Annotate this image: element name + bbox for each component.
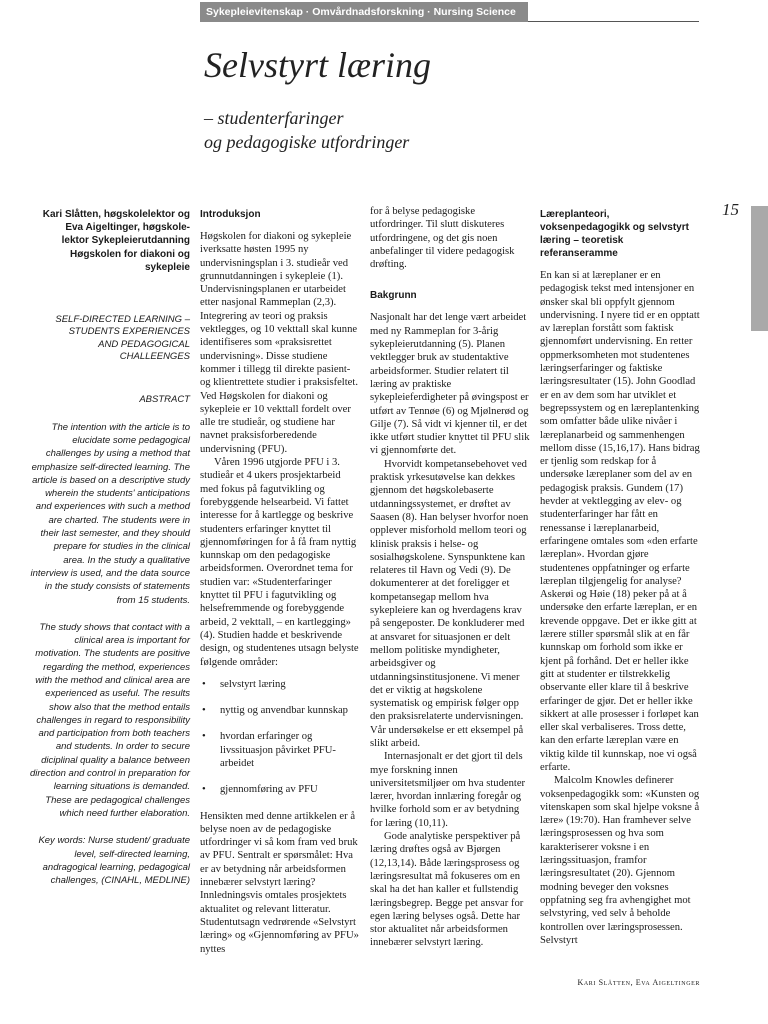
body-paragraph: Internasjonalt er det gjort til dels mye forskning innen universitetsmiljøer om hva studenter lærer, hvordan innlæring foregår og hvilke forhold som er av betydning for læring (10,11).: [370, 751, 526, 829]
english-title-line: AND PEDAGOGICAL: [98, 338, 190, 350]
journal-header: Sykepleievitenskap · Omvårdnadsforskning · Nursing Science: [200, 2, 528, 22]
body-paragraph: Nasjonalt har det lenge vært arbeidet med ny Rammeplan for 3-årig sykepleierutdanning (5). Planen vektlegger bruk av studentaktive arbeidsformer. Studier relatert til læring av praktiske sykepleieferdigheter på øvingspost er utført av Tennøe (6) og Mjølnerød og Gilje (7). Så vidt vi kjenner til, er det ikke utført studier knyttet til PFU slik vi gjennomførte det.: [370, 312, 530, 457]
english-title-line: SELF-DIRECTED LEARNING –: [55, 314, 190, 326]
page-number: 15: [722, 200, 739, 219]
body-paragraph: Våren 1996 utgjorde PFU i 3. studieår et 4 ukers prosjektarbeid med fokus på fagutvikling og forebyggende helsearbeid. Vi fattet interesse for å kartlegge og beskrive studenters erfaringer knyttet til gjennomføringen for å få fram nyttig kunnskap om den pedagogiske arbeidsformen. Overordnet tema for studien var: «Studenterfaringer knyttet til PFU i fagutvikling og helsefremmende og forebyggende arbeid, 2 vekttall, – en kartlegging» (4). Studien hadde et beskrivende design, og studentenes utsagn belyste følgende områder:: [200, 457, 359, 668]
abstract-label: ABSTRACT: [139, 393, 190, 405]
section-heading-introduksjon: Introduksjon: [200, 209, 261, 220]
author-line: Høgskolen for diakoni og: [69, 248, 190, 260]
body-paragraph: Hvorvidt kompetansebehovet ved praktisk yrkesutøvelse kan dekkes gjennom det høgskolebaserte utdanningssystemet, er drøftet av Saasen (8). Han belyser hvorfor noen opplever misforhold mellom teori og klinisk praksis i helse- og sosialhøgskolene. Synspunktene kan relateres til Havn og Vedi (9). De dokumenterer at det foreligger et kompetansegap mellom hva sykepleiere kan og hverdagens krav på sengeposter. De konkluderer med at ansvaret for situasjonen er delt mellom politiske myndigheter, arbeidsgiver og utdanningsinstitusjonene. Vi mener det er viktig at høgskolene systematisk og empirisk følger opp den praksisrelaterte undervisningen. Vår undersøkelse er ett eksempel på slikt arbeid.: [370, 458, 529, 749]
author-line: lektor Sykepleierutdanning: [61, 235, 190, 247]
body-column-1: [200, 208, 360, 956]
bullet-item: • selvstyrt læring: [200, 678, 360, 691]
body-paragraph: for å belyse pedagogiske utfordringer. Til slutt diskuteres utfordringene, og det gis noen anbefalinger til videre pedagogisk drøfting.: [370, 206, 515, 271]
abstract-paragraph: The intention with the article is to elucidate some pedagogical challenges by using a method that emphasize self-directed learning. The article is based on a descriptive study wherein the students' anticipations and experiences with such a method are charted. The students were in their last semester, and they should prepare for studies in the clinical area. In the study a qualitative interview is used, and the data source in the study consists of statements from 15 students.: [30, 421, 190, 606]
author-info: [30, 208, 190, 274]
page-footer-authors: Kari Slåtten, Eva Aigeltinger: [577, 978, 700, 987]
bullet-item: • nyttig og anvendbar kunnskap: [200, 704, 360, 717]
subtitle-line: og pedagogiske utfordringer: [204, 132, 410, 152]
section-heading-laereplanteori: Læreplanteori, voksenpedagogikk og selvstyrt læring – teoretisk referanseramme: [540, 209, 689, 259]
abstract-paragraph: The study shows that contact with a clinical area is important for motivation. The students are positive regarding the method, experiences with the method and clinical area are experienced as useful. The results show also that the method entails challenges in regard to responsibility and participation from both teachers and students. In order to secure diciplinal quality a balance between direction and control in preparation for learning situations is demanded. These are pedagogical challenges which need further elaboration.: [30, 621, 191, 819]
bullet-item: • hvordan erfaringer og livssituasjon påvirket PFU- arbeidet: [200, 730, 360, 770]
article-subtitle: [204, 106, 409, 154]
body-paragraph: Hensikten med denne artikkelen er å belyse noen av de pedagogiske utfordringer vi så kom fram ved bruk av PFU. Sentralt er spørsmålet: Hva er av betydning når arbeidsformen innebærer selvstyrt læring? Innledningsvis omtales prosjektets aktualitet og relevant litteratur. Studentutsagn vedrørende «Selvstyrt læring» og «Gjennomføring av PFU» nyttes: [200, 810, 359, 955]
english-title-line: CHALLEENGES: [119, 351, 190, 363]
body-paragraph: Malcolm Knowles definerer voksenpedagogikk som: «Kunsten og vitenskapen som skal hjelpe voksne å lære» (19:70). Han framhever selve læringsprosessen og hva som karakteriserer voksne i en læringssituasjon, framfor læringsresultatet (20). Gjennom modning beveger den voksnes oppfatning seg fra avhengighet mot selvstyring, ved selv å beholde kontrollen over læringsprosessen. Selvstyrt: [540, 775, 700, 946]
header-rule: [528, 21, 699, 22]
author-line: Eva Aigeltinger, høgskole-: [65, 222, 190, 234]
left-margin-column: [30, 208, 190, 887]
section-heading-bakgrunn: Bakgrunn: [370, 290, 417, 302]
section-tab: [751, 206, 768, 331]
article-title: Selvstyrt læring: [204, 45, 431, 85]
bullet-list: [200, 678, 360, 797]
subtitle-line: – studenterfaringer: [204, 108, 344, 128]
body-column-2: [370, 205, 530, 950]
author-line: sykepleie: [144, 261, 190, 273]
english-title: [30, 314, 190, 364]
body-column-3: [540, 208, 700, 947]
body-paragraph: Gode analytiske perspektiver på læring drøftes også av Bjørgen (12,13,14). Både læringsprosess og læringsresultat må fokuseres om en skal ha det han kaller et fullstendig læringsbegrep. Begge pet ansvar for egen læring belyses også. Dette har stor aktualitet når arbeidsformen innebærer selvstyrt læring.: [370, 831, 524, 949]
english-title-line: STUDENTS EXPERIENCES: [68, 326, 190, 338]
abstract-keywords: Key words: Nurse student/ graduate level, self-directed learning, andragogical learning, pedagogical challenges, (CINAHL, MEDLINE): [38, 835, 190, 887]
body-paragraph: En kan si at læreplaner er en pedagogisk tekst med intensjoner en ønsker skal bli oppfylt gjennom undervisning. I nyere tid er en opptatt av læreplan forstått som faktisk gjennomført undervisning. En retter oppmerksomheten mot studentenes læringserfaringer og faktiske læringsresultater (15). John Goodlad er en av dem som har utviklet et begrepssystem og en læreplantenking som omfatter både ulike nivåer i læreplanarbeid og sammenhengen mellom disse (15,16,17). Hans bidrag er tjenlig som redskap for å undersøke læreplaner som del av en pedagogisk praksis. Gundem (17) hevder at vektlegging av elev- og studenterfaringer har fått en renessanse i læreplanarbeid, erfaringene omtales som «den erfarte læreplan». Hvordan gjøre studentenes oppfatninger og erfarte læreplan tilgjengelig for analyse? Askerøi og Høie (18) peker på at å undersøke den erfarte læreplan, er en krevende oppgave. Det er ikke gitt at lærere stiller spørsmål slik at en får kunnskap om forhold som ikke er kjent på forhånd. Det er heller ikke gitt at studenter er tilstrekkelig observante eller klare til å beskrive erfaringer de gjør. Det er heller ikke sikkert at alle prosesser i forløpet kan eller skal verbaliseres. Tross dette, kan den erfarte læreplan være en viktig kilde til kunnskap, noe vi også erfarte.: [540, 270, 700, 773]
author-line: Kari Slåtten, høgskolelektor og: [42, 209, 190, 220]
body-paragraph: Høgskolen for diakoni og sykepleie iverksatte høsten 1995 ny undervisningsplan i 3. studieår ved grunnutdanningen i sykepleie (1). Undervisningsplanen er utarbeidet etter nasjonal Rammeplan (2,3). Integrering av teori og praksis vektlegges, og 10 vekttall skal kunne identifiseres som «praksisrettet undervisning». Disse studiene kommer i tillegg til direkte pasient- og klientrettete studier i praksisfeltet. Ved Høgskolen for diakoni og sykepleie er 10 vekttall fordelt over alle tre studieår, og studiene har navnet praksisforberedende undervisning (PFU).: [200, 231, 358, 455]
bullet-item: • gjennomføring av PFU: [200, 783, 360, 796]
